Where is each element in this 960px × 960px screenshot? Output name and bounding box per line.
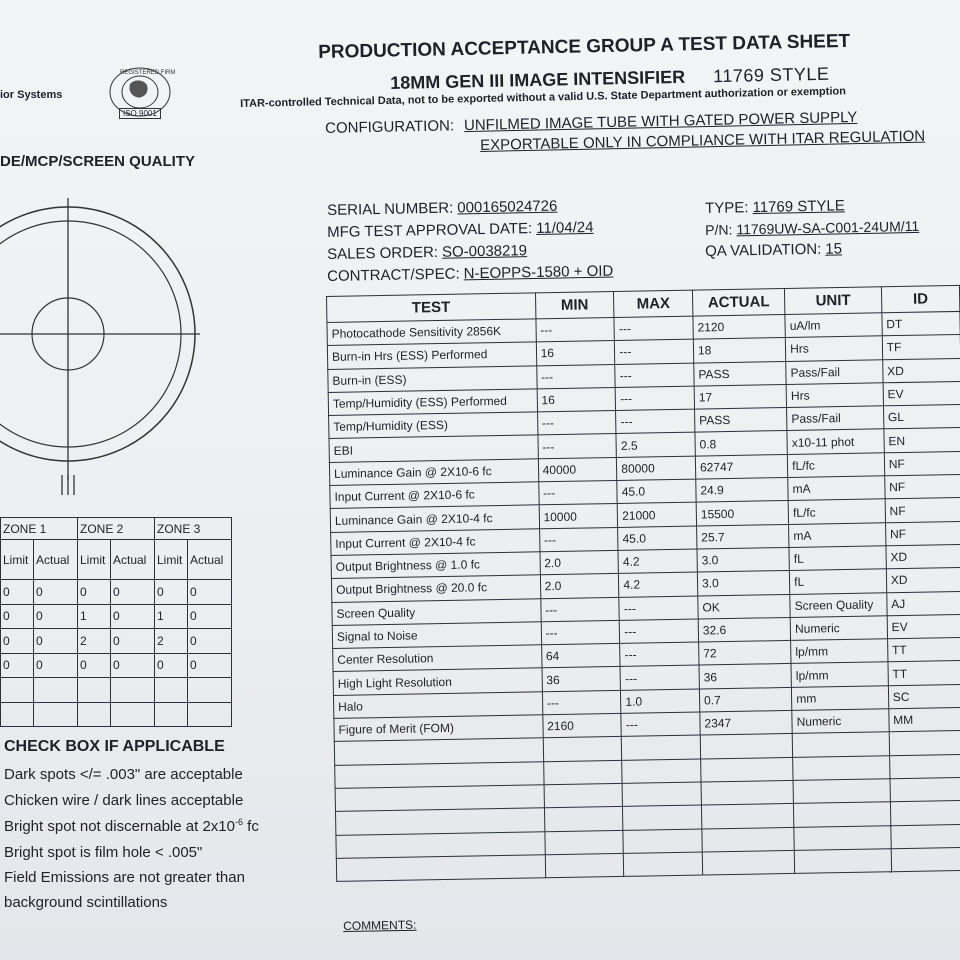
checklist-title: CHECK BOX IF APPLICABLE [4,738,225,755]
blank-cell [792,732,889,757]
min-value: --- [537,411,616,436]
test-name: Output Brightness @ 1.0 fc [331,552,540,579]
zone-header-row [1,518,232,540]
zone-actual-cell: 0 [34,604,78,629]
blank-cell [544,830,623,855]
min-value: 10000 [539,504,618,529]
zone-row [1,580,232,605]
max-value: --- [614,316,693,341]
checklist-item-dark-spots: Dark spots </= .003" are acceptable [4,766,243,783]
test-name: Luminance Gain @ 2X10-4 fc [330,505,539,532]
max-value: --- [619,596,698,621]
blank-cell [624,852,703,877]
unit-value: fL [790,569,887,594]
blank-cell [700,734,793,759]
unit-value: Hrs [786,383,883,408]
actual-value: 18 [693,338,786,363]
mfg-date-row [327,219,594,241]
blank-cell [701,780,794,805]
id-value: TT [888,661,960,686]
zone-limit-cell: 2 [78,629,111,654]
max-value: --- [620,666,699,691]
qa-validation-value: 15 [825,240,843,258]
col-header-min: MIN [535,291,614,318]
max-value: --- [615,339,694,364]
part-number-value: 11769UW-SA-C001-24UM/11 [736,217,920,238]
bright-spot-unit: fc [243,818,259,835]
test-results-table [326,285,960,882]
zone-actual-cell: 0 [34,629,78,654]
blank-cell [544,783,623,808]
zone-blank-cell [188,702,232,727]
unit-value: Numeric [790,616,887,641]
min-value: 16 [537,387,616,412]
logo-text: REGISTERED FIRM [120,70,176,76]
blank-cell [623,805,702,830]
blank-cell [794,802,891,827]
max-value: 80000 [617,456,696,481]
screen-quality-title: DE/MCP/SCREEN QUALITY [0,153,196,170]
zone-actual-cell: 0 [188,629,232,654]
zone-1-header: ZONE 1 [1,518,78,540]
zone-3-header: ZONE 3 [155,518,232,540]
test-name: Burn-in Hrs (ESS) Performed [327,342,536,369]
min-value: --- [536,317,615,342]
test-name: Signal to Noise [332,622,541,649]
id-value: DT [882,311,960,336]
sales-order-label: SALES ORDER: [327,243,439,263]
zone-actual-cell: 0 [188,653,232,678]
zone-actual-cell: 0 [111,604,155,629]
page-title: PRODUCTION ACCEPTANCE GROUP A TEST DATA SHEET [318,30,851,63]
max-value: 2.5 [616,433,695,458]
unit-value: Hrs [785,336,882,361]
unit-value: lp/mm [791,639,888,664]
product-name: 18MM GEN III IMAGE INTENSIFIER [390,66,686,93]
zone-3-actual-header: Actual [188,540,232,580]
test-name: Luminance Gain @ 2X10-6 fc [329,459,538,486]
zone-limit-cell: 0 [1,653,34,678]
unit-value: Numeric [792,709,889,734]
zone-2-actual-header: Actual [111,540,155,580]
blank-cell [702,827,795,852]
zone-blank-cell [34,678,78,703]
min-value: --- [539,527,618,552]
min-value: 40000 [538,457,617,482]
min-value: --- [536,364,615,389]
actual-value: PASS [694,361,787,386]
id-value: GL [883,405,960,430]
test-name: Input Current @ 2X10-6 fc [330,482,539,509]
zone-blank-cell [1,678,34,703]
zone-limit-cell: 0 [78,580,111,605]
id-value: EV [887,614,960,639]
zone-limit-cell: 2 [155,629,188,654]
actual-value: 0.8 [695,431,788,456]
max-value: --- [620,642,699,667]
blank-cell [623,829,702,854]
part-number-row [705,218,919,238]
serial-number-row [327,198,558,219]
blank-cell [622,735,701,760]
max-value: 45.0 [618,526,697,551]
test-name: Center Resolution [333,645,542,672]
min-value: 64 [541,644,620,669]
bright-spot-exponent: -6 [234,817,243,827]
zone-limit-cell: 1 [78,604,111,629]
zone-row [1,629,232,654]
zone-actual-cell: 0 [111,580,155,605]
comments-label: COMMENTS: [343,917,417,933]
test-name: Halo [333,692,542,719]
max-value: 45.0 [617,479,696,504]
test-name: Output Brightness @ 20.0 fc [331,575,540,602]
zone-limit-cell: 0 [1,604,34,629]
actual-value: OK [698,594,791,619]
blank-cell [889,731,960,756]
id-value: XD [882,358,960,383]
actual-value: 17 [694,384,787,409]
mfg-date-label: MFG TEST APPROVAL DATE: [327,220,533,241]
min-value: 2160 [542,713,621,738]
blank-cell [891,824,960,849]
max-value: --- [615,386,694,411]
zone-limit-cell: 0 [1,580,34,605]
type-value: 11769 STYLE [752,197,845,217]
test-name: Burn-in (ESS) [328,365,537,392]
zone-blank-row [1,678,232,703]
id-value: TF [882,335,960,360]
min-value: --- [538,434,617,459]
blank-cell [544,807,623,832]
zone-subheader-row [1,540,232,580]
checklist-item-field-emissions: Field Emissions are not greater than [4,869,245,886]
checklist-item-film-hole: Bright spot is film hole < .005" [4,844,203,861]
itar-notice: ITAR-controlled Technical Data, not to be exported without a valid U.S. State Department authorization or exemption [240,85,847,110]
test-name: Input Current @ 2X10-4 fc [331,528,540,555]
actual-value: 2120 [693,314,786,339]
actual-value: 62747 [695,454,788,479]
zone-actual-cell: 0 [111,653,155,678]
max-value: 1.0 [621,689,700,714]
zone-blank-cell [1,702,34,727]
company-name: ior Systems [0,89,63,101]
id-value: XD [886,568,960,593]
zone-limit-cell: 0 [78,653,111,678]
test-name: Screen Quality [332,598,541,625]
id-value: SC [888,684,960,709]
blank-cell [336,855,545,882]
max-value: 4.2 [618,549,697,574]
zone-limit-cell: 1 [155,604,188,629]
zone-2-header: ZONE 2 [78,518,155,540]
blank-cell [545,853,624,878]
max-value: --- [621,712,700,737]
min-value: 2.0 [540,550,619,575]
unit-value: Pass/Fail [787,406,884,431]
min-value: 36 [542,667,621,692]
min-value: --- [542,690,621,715]
type-label: TYPE: [705,199,749,217]
actual-value: 36 [699,664,792,689]
configuration-label: CONFIGURATION: [325,117,455,137]
min-value: --- [541,620,620,645]
zone-3-limit-header: Limit [155,540,188,580]
col-header-max: MAX [614,290,693,317]
zone-table [0,517,232,727]
blank-cell [701,804,794,829]
blank-cell [701,757,794,782]
blank-cell [793,755,890,780]
zone-row [1,653,232,678]
zone-actual-cell: 0 [111,629,155,654]
blank-cell [622,782,701,807]
id-value: EN [884,428,960,453]
zone-limit-cell: 0 [155,580,188,605]
min-value: 2.0 [540,574,619,599]
zone-limit-cell: 0 [155,653,188,678]
zone-blank-cell [111,678,155,703]
test-name: EBI [329,435,538,462]
zone-row [1,604,232,629]
test-name: Photocathode Sensitivity 2856K [327,319,536,346]
test-name: High Light Resolution [333,668,542,695]
unit-value: uA/lm [785,313,882,338]
qa-validation-row [705,240,842,260]
zone-blank-row [1,702,232,727]
zone-actual-cell: 0 [34,580,78,605]
blank-cell [543,760,622,785]
unit-value: mA [789,522,886,547]
actual-value: 25.7 [697,524,790,549]
min-value: --- [540,597,619,622]
id-value: NF [885,498,960,523]
zone-target-diagram [0,190,200,500]
serial-number-value: 000165024726 [457,197,558,217]
id-value: EV [883,381,960,406]
actual-value: 32.6 [698,617,791,642]
test-name: Temp/Humidity (ESS) Performed [328,389,537,416]
id-value: MM [889,707,960,732]
zone-actual-cell: 0 [188,580,232,605]
min-value: 16 [536,341,615,366]
zone-blank-cell [155,702,188,727]
max-value: 4.2 [619,572,698,597]
unit-value: Screen Quality [790,592,887,617]
id-value: NF [884,474,960,499]
actual-value: 0.7 [699,687,792,712]
contract-value: N-EOPPS-1580 + OID [463,262,614,283]
serial-number-label: SERIAL NUMBER: [327,199,454,219]
configuration-line2: EXPORTABLE ONLY IN COMPLIANCE WITH ITAR REGULATION [480,127,926,154]
max-value: --- [616,409,695,434]
unit-value: Pass/Fail [786,359,883,384]
blank-cell [890,801,960,826]
actual-value: 24.9 [696,478,789,503]
mfg-date-value: 11/04/24 [536,218,594,237]
actual-value: PASS [694,408,787,433]
configuration-line1: UNFILMED IMAGE TUBE WITH GATED POWER SUPPLY [463,108,858,135]
actual-value: 15500 [696,501,789,526]
zone-blank-cell [155,678,188,703]
actual-value: 3.0 [697,547,790,572]
unit-value: fL [789,546,886,571]
qa-validation-label: QA VALIDATION: [705,240,822,260]
zone-actual-cell: 0 [188,604,232,629]
sales-order-value: SO-0038219 [441,242,528,261]
iso-badge: ISO 9001 [119,108,161,119]
min-value: --- [538,481,617,506]
actual-value: 2347 [700,710,793,735]
bright-spot-text: Bright spot not discernable at 2x10 [4,818,235,835]
zone-actual-cell: 0 [34,653,78,678]
unit-value: fL/fc [788,499,885,524]
unit-value: lp/mm [791,662,888,687]
id-value: NF [885,521,960,546]
max-value: --- [615,363,694,388]
actual-value: 3.0 [697,571,790,596]
blank-cell [794,849,891,874]
part-number-label: P/N: [705,221,733,238]
test-name: Temp/Humidity (ESS) [329,412,538,439]
zone-limit-cell: 0 [1,629,34,654]
blank-cell [891,847,960,872]
zone-blank-cell [188,678,232,703]
id-value: TT [887,638,960,663]
sales-order-row [327,242,527,263]
zone-1-limit-header: Limit [1,540,34,580]
contract-row [327,263,613,285]
id-value: AJ [887,591,960,616]
blank-cell [543,737,622,762]
zone-2-limit-header: Limit [78,540,111,580]
blank-cell [890,777,960,802]
actual-value: 72 [699,641,792,666]
zone-blank-cell [111,702,155,727]
id-value: XD [886,544,960,569]
blank-cell [793,779,890,804]
blank-cell [622,759,701,784]
col-header-actual: ACTUAL [692,288,785,316]
checklist-item-scintillations: background scintillations [4,894,168,911]
blank-cell [702,850,795,875]
max-value: 21000 [617,502,696,527]
product-style: 11769 STYLE [712,63,830,87]
col-header-test: TEST [327,293,536,323]
id-value: NF [884,451,960,476]
checklist-item-bright-spot [4,817,259,835]
unit-value: fL/fc [787,453,884,478]
unit-value: mm [792,685,889,710]
zone-blank-cell [78,702,111,727]
checklist-item-chicken-wire: Chicken wire / dark lines acceptable [4,792,244,809]
max-value: --- [619,619,698,644]
type-row [705,197,845,217]
unit-value: mA [788,476,885,501]
col-header-unit: UNIT [785,287,882,315]
unit-value: x10-11 phot [787,429,884,454]
contract-label: CONTRACT/SPEC: [327,265,460,285]
test-name: Figure of Merit (FOM) [334,715,543,742]
col-header-id: ID [881,285,960,312]
blank-cell [889,754,960,779]
zone-blank-cell [78,678,111,703]
zone-1-actual-header: Actual [34,540,78,580]
zone-blank-cell [34,702,78,727]
blank-cell [794,825,891,850]
